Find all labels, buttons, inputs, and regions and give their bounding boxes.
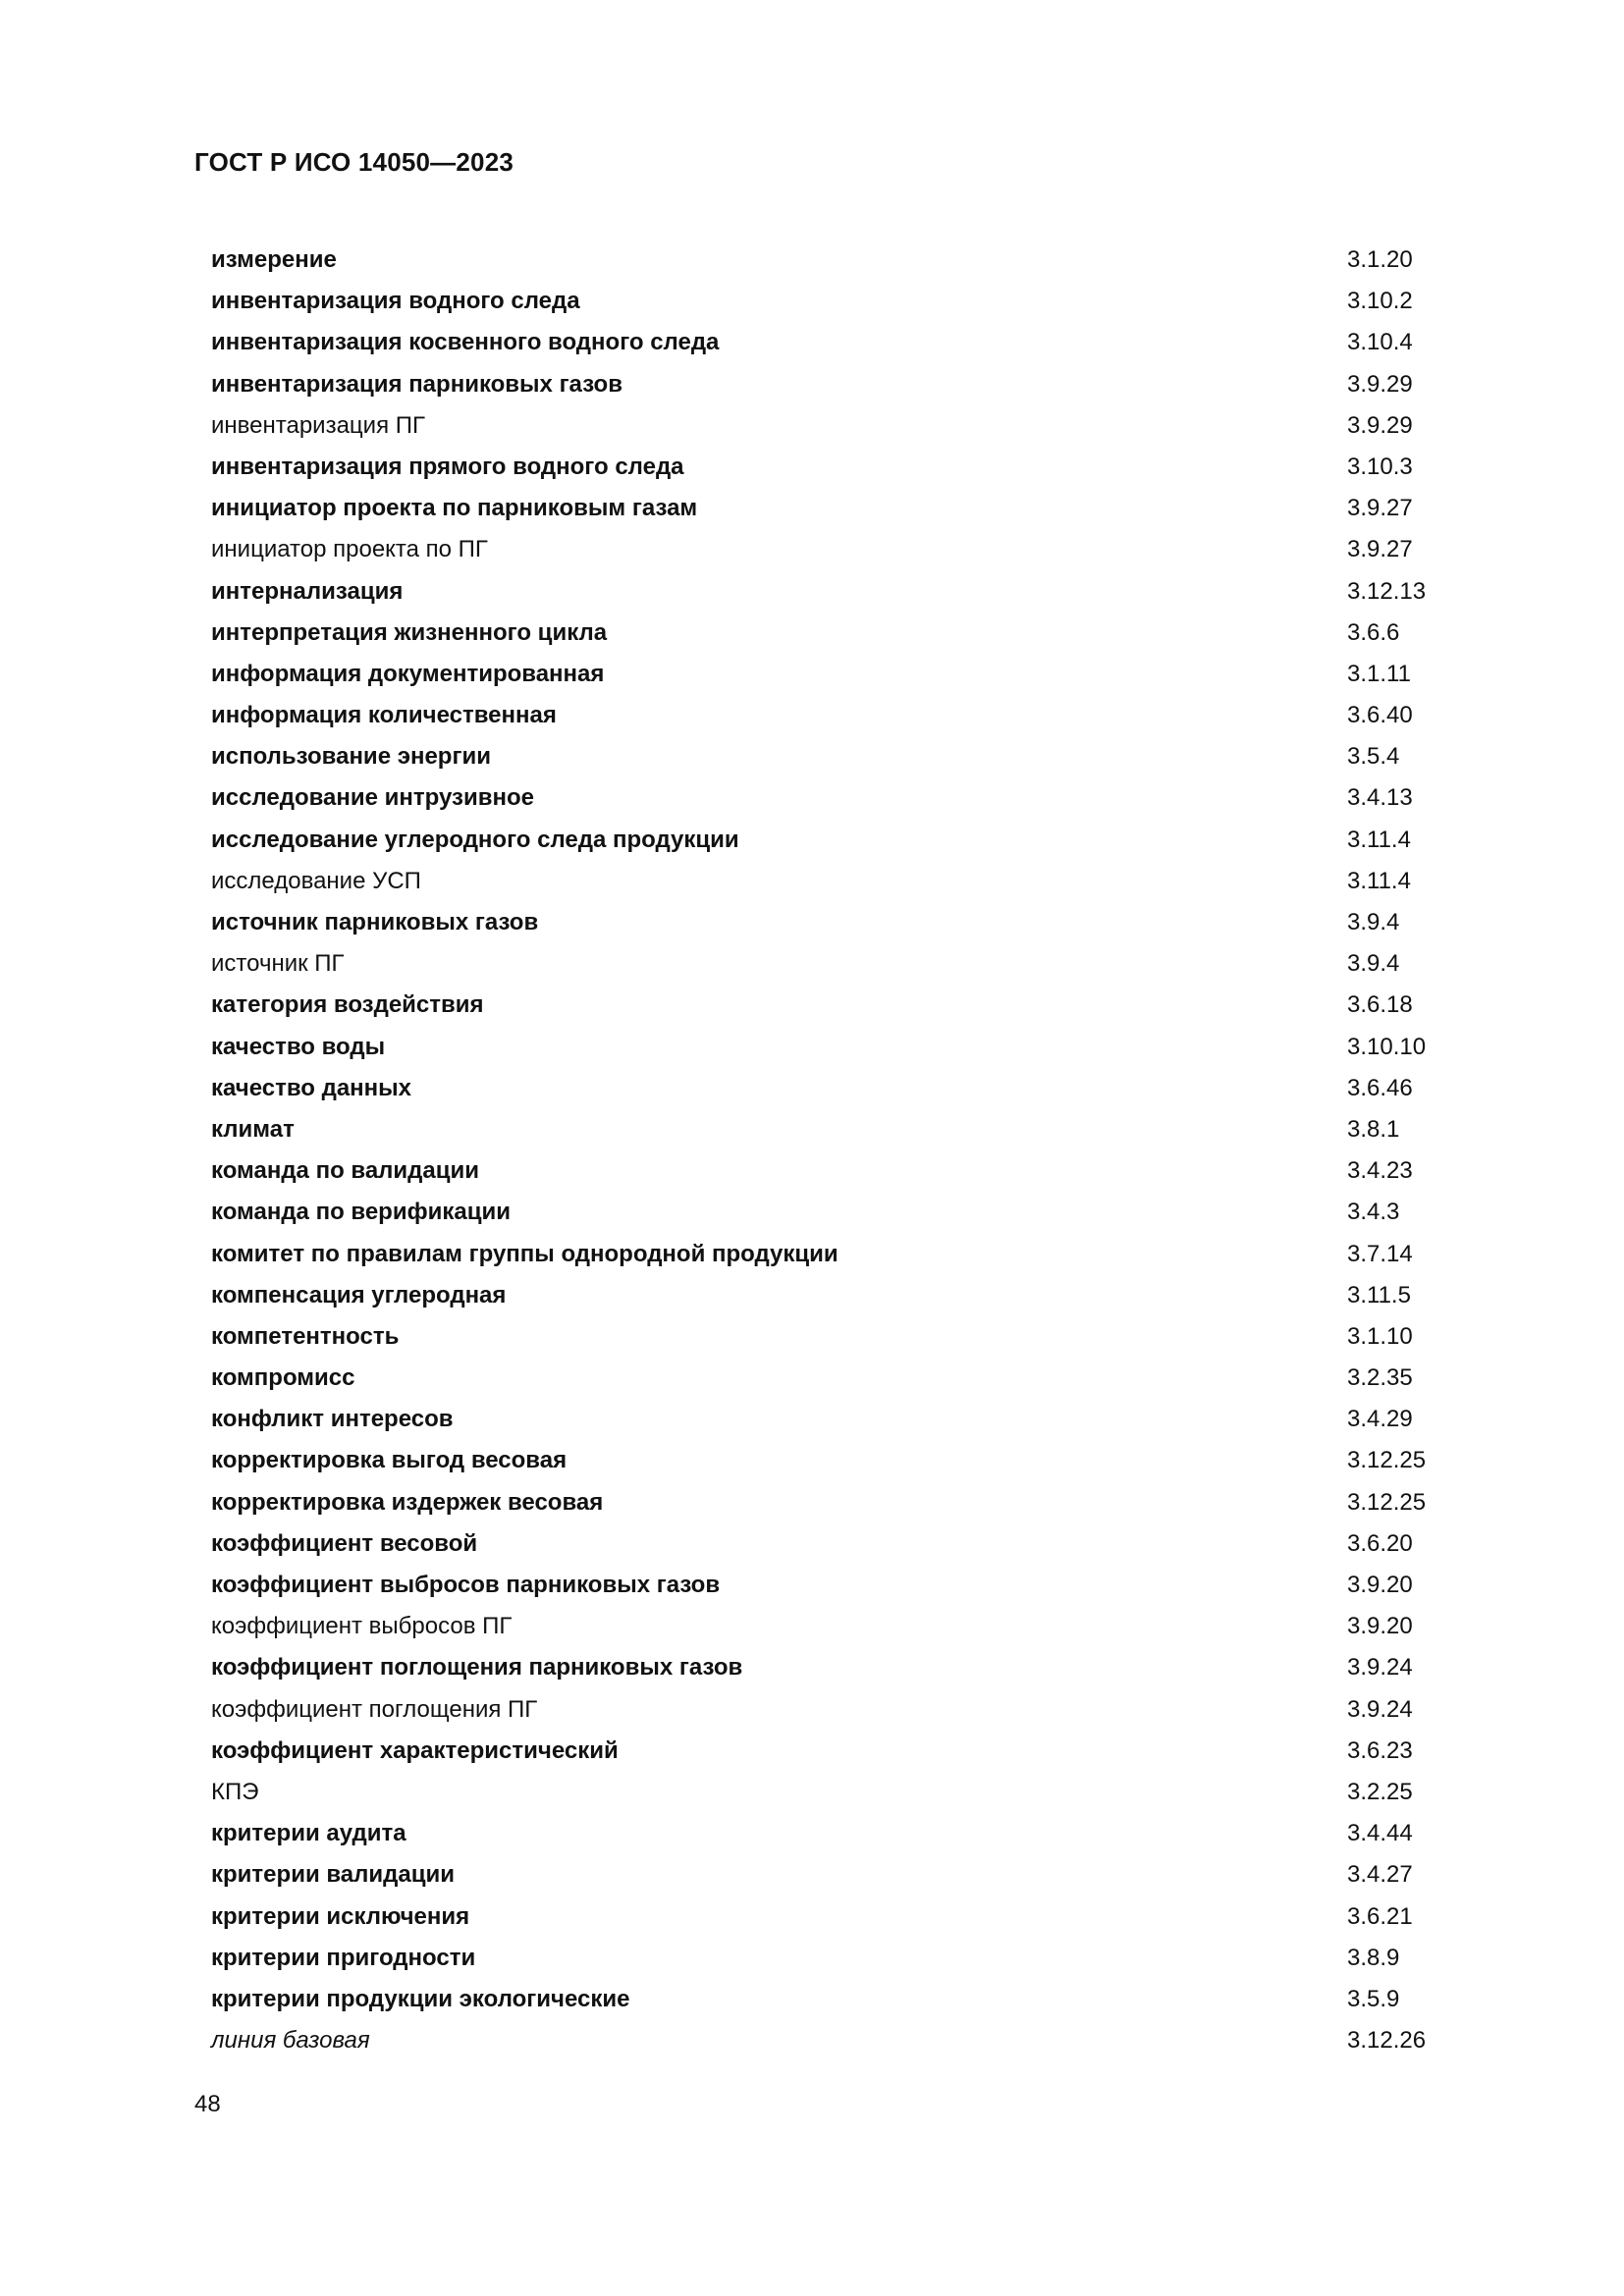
index-entry (211, 736, 1448, 777)
index-entry (211, 902, 1448, 943)
index-reference-number: 3.9.29 (1347, 370, 1413, 398)
index-reference-number: 3.10.4 (1347, 329, 1413, 356)
index-entry (211, 1565, 1448, 1606)
index-entry (211, 1606, 1448, 1647)
index-term: конфликт интересов (211, 1406, 454, 1433)
index-reference-number: 3.1.20 (1347, 246, 1413, 273)
index-reference-number: 3.11.4 (1347, 867, 1411, 894)
page-number: 48 (194, 2091, 221, 2117)
index-reference-number: 3.9.24 (1347, 1654, 1413, 1682)
index-entry (211, 1523, 1448, 1565)
index-term: исследование УСП (211, 867, 421, 894)
index-entry (211, 1068, 1448, 1109)
index-reference-number: 3.7.14 (1347, 1240, 1413, 1267)
index-reference-number: 3.9.4 (1347, 909, 1400, 935)
index-entry (211, 613, 1448, 654)
index-term: инвентаризация прямого водного следа (211, 453, 684, 480)
index-term: инициатор проекта по парниковым газам (211, 495, 698, 522)
index-term: использование энергии (211, 743, 491, 771)
index-term: КПЭ (211, 1778, 259, 1805)
index-term: коэффициент поглощения ПГ (211, 1695, 538, 1723)
index-entry (211, 2020, 1448, 2061)
index-reference-number: 3.12.13 (1347, 577, 1427, 605)
index-entry (211, 405, 1448, 447)
index-term: информация документированная (211, 660, 605, 687)
index-reference-number: 3.5.9 (1347, 1985, 1400, 2012)
index-entry (211, 1440, 1448, 1481)
index-term: критерии валидации (211, 1861, 455, 1889)
index-entry (211, 1813, 1448, 1854)
index-term: исследование интрузивное (211, 784, 534, 812)
index-term: интернализация (211, 577, 404, 605)
index-term: линия базовая (211, 2027, 370, 2055)
index-term: инициатор проекта по ПГ (211, 536, 488, 563)
index-reference-number: 3.5.4 (1347, 743, 1400, 771)
index-reference-number: 3.12.26 (1347, 2027, 1427, 2055)
index-entry (211, 1854, 1448, 1896)
index-reference-number: 3.1.11 (1347, 660, 1411, 687)
index-term: компенсация углеродная (211, 1281, 507, 1308)
index-entry (211, 695, 1448, 736)
index-entry (211, 1316, 1448, 1358)
index-reference-number: 3.8.9 (1347, 1944, 1400, 1971)
index-term: инвентаризация водного следа (211, 288, 580, 315)
index-term: качество данных (211, 1074, 412, 1101)
index-entry (211, 1358, 1448, 1399)
index-term: коэффициент выбросов ПГ (211, 1613, 513, 1640)
index-reference-number: 3.12.25 (1347, 1447, 1427, 1474)
index-term: коэффициент поглощения парниковых газов (211, 1654, 743, 1682)
index-entry (211, 240, 1448, 281)
index-term: инвентаризация ПГ (211, 411, 425, 439)
index-reference-number: 3.4.44 (1347, 1820, 1413, 1847)
index-term: качество воды (211, 1033, 386, 1060)
index-entry (211, 1689, 1448, 1731)
index-entry (211, 1979, 1448, 2020)
index-entry (211, 1399, 1448, 1440)
index-entry (211, 1772, 1448, 1813)
index-entry (211, 571, 1448, 613)
index-entry (211, 777, 1448, 819)
index-term: коэффициент характеристический (211, 1736, 619, 1764)
index-reference-number: 3.6.20 (1347, 1529, 1413, 1557)
index-term: компромисс (211, 1364, 355, 1392)
index-term: категория воздействия (211, 991, 484, 1019)
index-entry (211, 488, 1448, 529)
index-entry (211, 1109, 1448, 1150)
index-reference-number: 3.10.3 (1347, 453, 1413, 480)
index-reference-number: 3.6.18 (1347, 991, 1413, 1019)
index-reference-number: 3.9.29 (1347, 411, 1413, 439)
index-term: корректировка выгод весовая (211, 1447, 568, 1474)
index-reference-number: 3.12.25 (1347, 1488, 1427, 1516)
index-term: коэффициент выбросов парниковых газов (211, 1572, 721, 1598)
index-reference-number: 3.4.13 (1347, 784, 1413, 812)
index-entry (211, 281, 1448, 322)
index-entry (211, 1896, 1448, 1938)
index-entry (211, 654, 1448, 695)
index-reference-number: 3.4.3 (1347, 1199, 1400, 1226)
index-reference-number: 3.6.40 (1347, 702, 1413, 729)
index-reference-number: 3.4.23 (1347, 1157, 1413, 1185)
index-reference-number: 3.1.10 (1347, 1322, 1413, 1350)
index-entry (211, 1938, 1448, 1979)
index-entry (211, 447, 1448, 488)
index-term: источник ПГ (211, 950, 345, 978)
index-reference-number: 3.4.27 (1347, 1861, 1413, 1889)
index-term: измерение (211, 246, 337, 273)
index-entry (211, 1234, 1448, 1275)
index-term: критерии исключения (211, 1902, 470, 1930)
index-entry (211, 1731, 1448, 1772)
index-term: критерии аудита (211, 1820, 406, 1847)
index-entry (211, 1150, 1448, 1192)
index-term: климат (211, 1115, 295, 1143)
index-reference-number: 3.9.4 (1347, 950, 1400, 978)
index-entry (211, 1275, 1448, 1316)
index-term: команда по валидации (211, 1157, 480, 1185)
index-reference-number: 3.11.4 (1347, 826, 1411, 853)
index-entry (211, 529, 1448, 570)
index-reference-number: 3.8.1 (1347, 1115, 1400, 1143)
index-term: коэффициент весовой (211, 1529, 478, 1557)
index-reference-number: 3.11.5 (1347, 1281, 1411, 1308)
index-reference-number: 3.10.2 (1347, 288, 1413, 315)
index-term: источник парниковых газов (211, 909, 539, 935)
index-term: компетентность (211, 1322, 400, 1350)
index-reference-number: 3.9.20 (1347, 1572, 1413, 1598)
index-term: критерии продукции экологические (211, 1985, 630, 2012)
index-term: интерпретация жизненного цикла (211, 618, 608, 646)
index-entry (211, 820, 1448, 861)
index-entry (211, 861, 1448, 902)
index-entry (211, 1192, 1448, 1233)
index-term: инвентаризация парниковых газов (211, 370, 623, 398)
index-term: корректировка издержек весовая (211, 1488, 604, 1516)
index-reference-number: 3.6.23 (1347, 1736, 1413, 1764)
index-entry (211, 943, 1448, 985)
index-reference-number: 3.2.35 (1347, 1364, 1413, 1392)
index-reference-number: 3.2.25 (1347, 1778, 1413, 1805)
index-entry (211, 1647, 1448, 1688)
index-entry (211, 985, 1448, 1026)
index-entry (211, 364, 1448, 405)
index-reference-number: 3.10.10 (1347, 1033, 1427, 1060)
index-entry (211, 1027, 1448, 1068)
index-reference-number: 3.9.27 (1347, 536, 1413, 563)
index-term: исследование углеродного следа продукции (211, 826, 739, 853)
index-reference-number: 3.6.6 (1347, 618, 1400, 646)
index-term: информация количественная (211, 702, 557, 729)
index-entry (211, 1482, 1448, 1523)
document-header-title: ГОСТ Р ИСО 14050—2023 (194, 147, 514, 177)
index-term: инвентаризация косвенного водного следа (211, 329, 720, 356)
index-term: комитет по правилам группы однородной продукции (211, 1240, 839, 1267)
term-index-list (211, 240, 1448, 2061)
index-reference-number: 3.9.20 (1347, 1613, 1413, 1640)
index-reference-number: 3.9.27 (1347, 495, 1413, 522)
index-term: критерии пригодности (211, 1944, 476, 1971)
index-reference-number: 3.6.46 (1347, 1074, 1413, 1101)
index-reference-number: 3.9.24 (1347, 1695, 1413, 1723)
index-entry (211, 322, 1448, 363)
index-reference-number: 3.6.21 (1347, 1902, 1413, 1930)
index-term: команда по верификации (211, 1199, 511, 1226)
index-reference-number: 3.4.29 (1347, 1406, 1413, 1433)
